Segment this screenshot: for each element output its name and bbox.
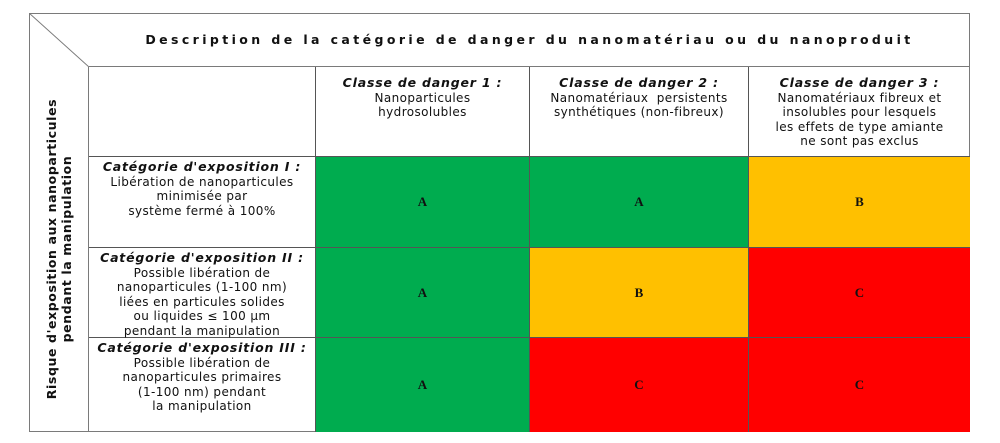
- risk-matrix-grid: [89, 67, 970, 432]
- vertical-label-column: [29, 67, 89, 432]
- risk-cell: A: [316, 338, 530, 432]
- risk-cell: C: [749, 248, 970, 338]
- row-header-exposure-1: Catégorie d'exposition I : Libération de nanoparticules minimisée par système fermé à 100%: [89, 157, 316, 248]
- column-header-class-1: Classe de danger 1 : Nanoparticules hydrosolubles: [316, 67, 530, 157]
- table-title: Description de la catégorie de danger du nanomatériau ou du nanoproduit: [89, 13, 970, 67]
- risk-cell: C: [749, 338, 970, 432]
- risk-cell: A: [530, 157, 749, 248]
- corner-diagonal: [29, 13, 89, 67]
- risk-cell: A: [316, 248, 530, 338]
- column-header-class-3: Classe de danger 3 : Nanomatériaux fibreux et insolubles pour lesquels les effets de type amiante ne sont pas exclus: [749, 67, 970, 157]
- vertical-axis-label: Risque d'exposition aux nanoparticules pendant la manipulation: [44, 98, 74, 400]
- risk-cell: C: [530, 338, 749, 432]
- risk-cell: B: [530, 248, 749, 338]
- header-corner-cell: [89, 67, 316, 157]
- risk-cell: B: [749, 157, 970, 248]
- row-header-exposure-2: Catégorie d'exposition II : Possible libération de nanoparticules (1-100 nm) liées en particules solides ou liquides ≤ 100 µm pendant la manipulation: [89, 248, 316, 338]
- column-header-class-2: Classe de danger 2 : Nanomatériaux persistents synthétiques (non-fibreux): [530, 67, 749, 157]
- row-header-exposure-3: Catégorie d'exposition III : Possible libération de nanoparticules primaires (1-100 nm) pendant la manipulation: [89, 338, 316, 432]
- risk-cell: A: [316, 157, 530, 248]
